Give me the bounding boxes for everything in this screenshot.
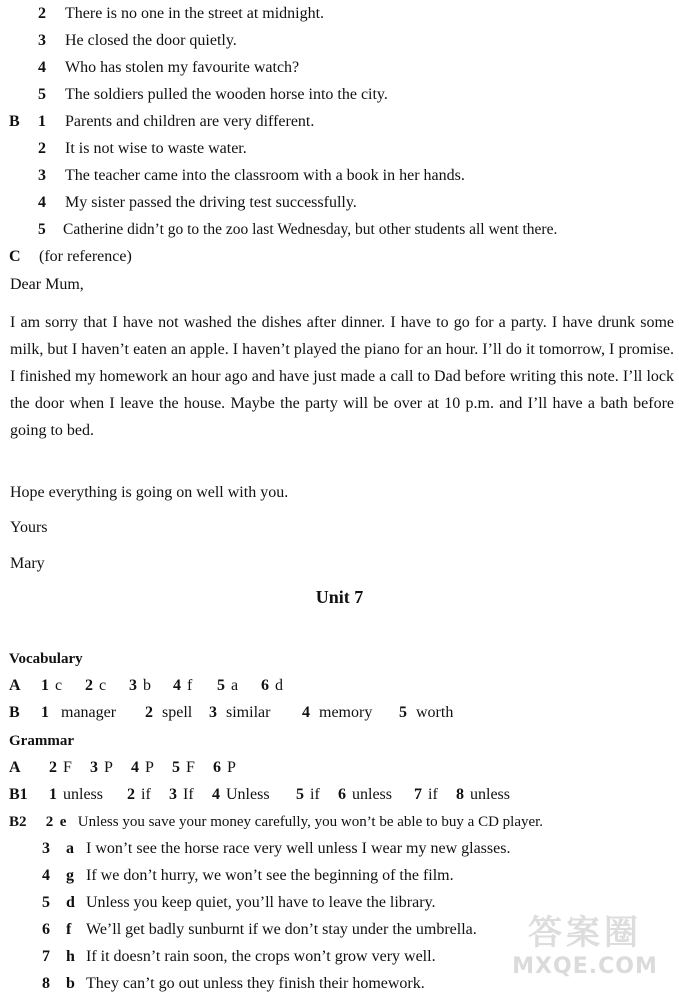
grammar-heading: Grammar [9,733,74,749]
grammar-b1-row: B1 1 unless 2 if 3 If 4 Unless 5 if 6 unless 7 if 8 unless [9,786,510,803]
letter-signoff: Yours [10,519,48,536]
list-item: 4 Who has stolen my favourite watch? [38,59,300,76]
grammar-b2-row: 7 h If it doesn’t rain soon, the crops won’t grow very well. [42,948,436,965]
grammar-b2-row: 6 f We’ll get badly sunburnt if we don’t stay under the umbrella. [42,921,477,938]
list-item: 5 Catherine didn’t go to the zoo last Wednesday, but other students all went there. [38,221,558,238]
letter-greeting: Dear Mum, [10,276,84,293]
letter-signature: Mary [10,555,45,572]
list-item: 5 The soldiers pulled the wooden horse into the city. [38,86,388,103]
list-item: 4 My sister passed the driving test successfully. [38,194,357,211]
watermark-logo [495,905,675,1000]
vocabulary-heading: Vocabulary [9,651,83,667]
vocabulary-b-row: B 1 manager 2 spell 3 similar 4 memory 5 worth [9,704,454,721]
grammar-b2-row: 3 a I won’t see the horse race very well unless I wear my new glasses. [42,840,511,857]
letter-closing: Hope everything is going on well with you. [10,484,289,501]
page-title: Unit 7 [315,587,364,607]
list-item: 3 He closed the door quietly. [38,32,237,49]
grammar-b2-row: 5 d Unless you keep quiet, you’ll have to leave the library. [42,894,436,911]
list-item: 2 There is no one in the street at midnight. [38,5,325,22]
watermark-url: MXQE.COM [512,954,658,979]
grammar-b2-row: 8 b They can’t go out unless they finish their homework. [42,975,425,992]
list-item: 1 Parents and children are very different. [38,113,315,130]
watermark-title: 答案圈 [528,913,642,953]
section-c-label: C (for reference) [9,248,132,265]
grammar-a-row: A 2 F 3 P 4 P 5 F 6 P [9,759,236,776]
list-item: 2 It is not wise to waste water. [38,140,247,157]
section-b-label: B [9,113,20,130]
grammar-b2-row: 4 g If we don’t hurry, we won’t see the beginning of the film. [42,867,454,884]
vocabulary-a-row: A 1 c 2 c 3 b 4 f 5 a 6 d [9,677,283,694]
letter-body: I am sorry that I have not washed the dishes after dinner. I have to go for a party. I have drunk some milk, but I haven’t eaten an apple. I haven’t played the piano for an hour. I’ll do it tomorrow, I promise. I finished my homework an hour ago and have just made a call to Dad before writing this note. I’ll lock the door when I leave the house. Maybe the party will be over at 10 p.m. and I’ll have a bath before going to bed. [10,314,674,439]
grammar-b2-row: B2 2 e Unless you save your money carefully, you won’t be able to buy a CD player. [9,814,544,830]
list-item: 3 The teacher came into the classroom with a book in her hands. [38,167,465,184]
